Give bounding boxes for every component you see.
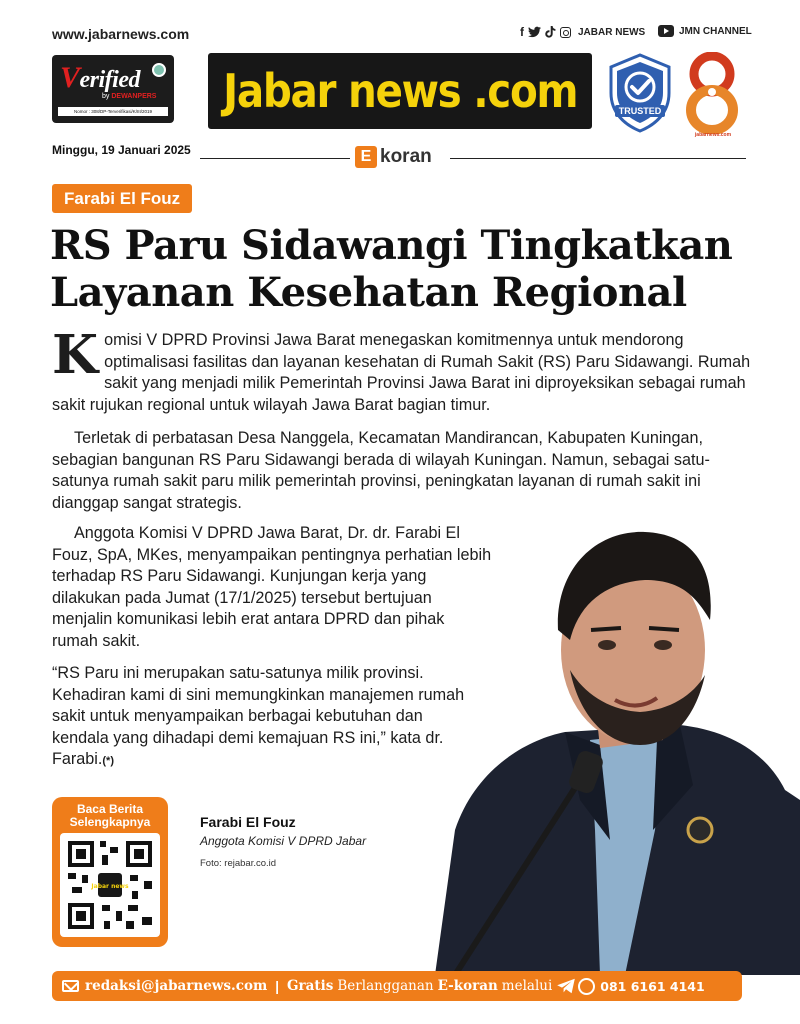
- caption-name: Farabi El Fouz: [200, 814, 296, 830]
- facebook-icon[interactable]: f: [520, 25, 524, 39]
- verified-number: Nomor : 308/DP-Terverifikasi/K/III/2019: [58, 107, 168, 116]
- masthead-logo[interactable]: [208, 53, 592, 129]
- qr-center-logo: Jabar news: [91, 883, 129, 890]
- eight-icon: [682, 52, 742, 134]
- youtube-icon: [658, 25, 674, 37]
- site-url[interactable]: www.jabarnews.com: [52, 26, 190, 42]
- verified-dewanpers-badge: [52, 55, 174, 123]
- twitter-icon[interactable]: [528, 26, 541, 38]
- seal-icon: [152, 63, 166, 77]
- anniversary-logo-text: jabarnews.com: [694, 132, 732, 138]
- ekoran-word: koran: [380, 146, 432, 167]
- end-mark: (*): [102, 755, 114, 768]
- headline: RS Paru Sidawangi Tingkatkan Layanan Kesehatan Regional: [50, 222, 733, 316]
- article-paragraph-1: [52, 324, 752, 416]
- qr-title-line1: Baca Berita: [76, 802, 144, 816]
- verified-by: by: [102, 93, 110, 100]
- caption-role: Anggota Komisi V DPRD Jabar: [200, 834, 367, 848]
- social-handle: JABAR NEWS: [578, 26, 646, 38]
- paragraph-1-text: omisi V DPRD Provinsi Jawa Barat menegaskan komitmennya untuk mendorong optimalisasi fasilitas dan layanan kesehatan di Rumah Sakit (RS) Paru Sidawangi. Rumah sakit yang menjadi milik Pemerintah Provinsi Jawa Barat ini diproyeksikan sebagai rumah sakit rujukan regional untuk wilayah Jawa Barat bagian timur.: [52, 331, 751, 414]
- trusted-label: TRUSTED: [618, 106, 662, 116]
- footer-email[interactable]: redaksi@jabarnews.com: [85, 978, 268, 994]
- drop-cap: K: [52, 324, 99, 386]
- channel-name: JMN CHANNEL: [679, 25, 752, 37]
- verified-org: DEWANPERS: [111, 93, 157, 100]
- footer-separator: |: [275, 978, 280, 994]
- read-more-qr-card[interactable]: [52, 797, 168, 947]
- footer-phone[interactable]: 081 6161 4141: [600, 978, 705, 994]
- paragraph-4-text: “RS Paru ini merupakan satu-satunya milik provinsi. Kehadiran kami di sini memungkinkan manajemen rumah sakit untuk menyampaikan berbagai kebutuhan dan kendala yang dihadapi demi kemajuan RS ini,” kata dr. Farabi.: [52, 664, 465, 769]
- qr-title-line2: Selengkapnya: [69, 815, 151, 829]
- divider: [450, 158, 746, 159]
- telegram-icon[interactable]: [556, 978, 576, 994]
- ekoran-label: [355, 146, 432, 168]
- publish-date: Minggu, 19 Januari 2025: [52, 143, 191, 157]
- verified-word: erified: [79, 67, 140, 93]
- photo-credit: Foto: rejabar.co.id: [200, 858, 277, 869]
- verified-letter: V: [60, 61, 80, 94]
- article-paragraph-3: Anggota Komisi V DPRD Jawa Barat, Dr. dr. Farabi El Fouz, SpA, MKes, menyampaikan pentingnya perhatian lebih terhadap RS Paru Sidawangi. Kunjungan kerja yang dilakukan pada Jumat (17/1/2025) tersebut bertujuan menjalin komunikasi lebih erat antara DPRD dan pihak rumah sakit.: [52, 524, 492, 650]
- social-links: [520, 25, 645, 39]
- qr-code-icon[interactable]: [60, 833, 160, 937]
- divider: [200, 158, 350, 159]
- tiktok-icon[interactable]: [545, 26, 556, 38]
- footer-bar: [52, 971, 742, 1001]
- mail-icon: [62, 980, 79, 992]
- footer-berlangganan: Berlangganan: [337, 978, 434, 994]
- footer-melalui: melalui: [501, 978, 553, 994]
- article-paragraph-2: Terletak di perbatasan Desa Nanggela, Kecamatan Mandirancan, Kabupaten Kuningan, sebagian bangunan RS Paru Sidawangi berada di wilayah Kuningan. Namun, sebagai satu-satunya rumah sakit paru milik pemerintah provinsi, peningkatan layanan di rumah sakit ini dianggap sangat strategis.: [52, 429, 710, 512]
- ekoran-letter: E: [355, 146, 377, 168]
- anniversary-logo: [682, 52, 742, 142]
- masthead-text: Jabar news .com: [222, 64, 578, 118]
- whatsapp-icon[interactable]: [578, 978, 595, 995]
- footer-gratis: Gratis: [287, 978, 334, 994]
- author-tag: Farabi El Fouz: [52, 184, 192, 213]
- channel-link[interactable]: [658, 25, 752, 37]
- footer-ekoran: E-koran: [437, 978, 498, 994]
- instagram-icon[interactable]: [560, 27, 571, 38]
- trusted-shield-icon: [607, 53, 673, 133]
- article-paragraph-4: [52, 663, 482, 773]
